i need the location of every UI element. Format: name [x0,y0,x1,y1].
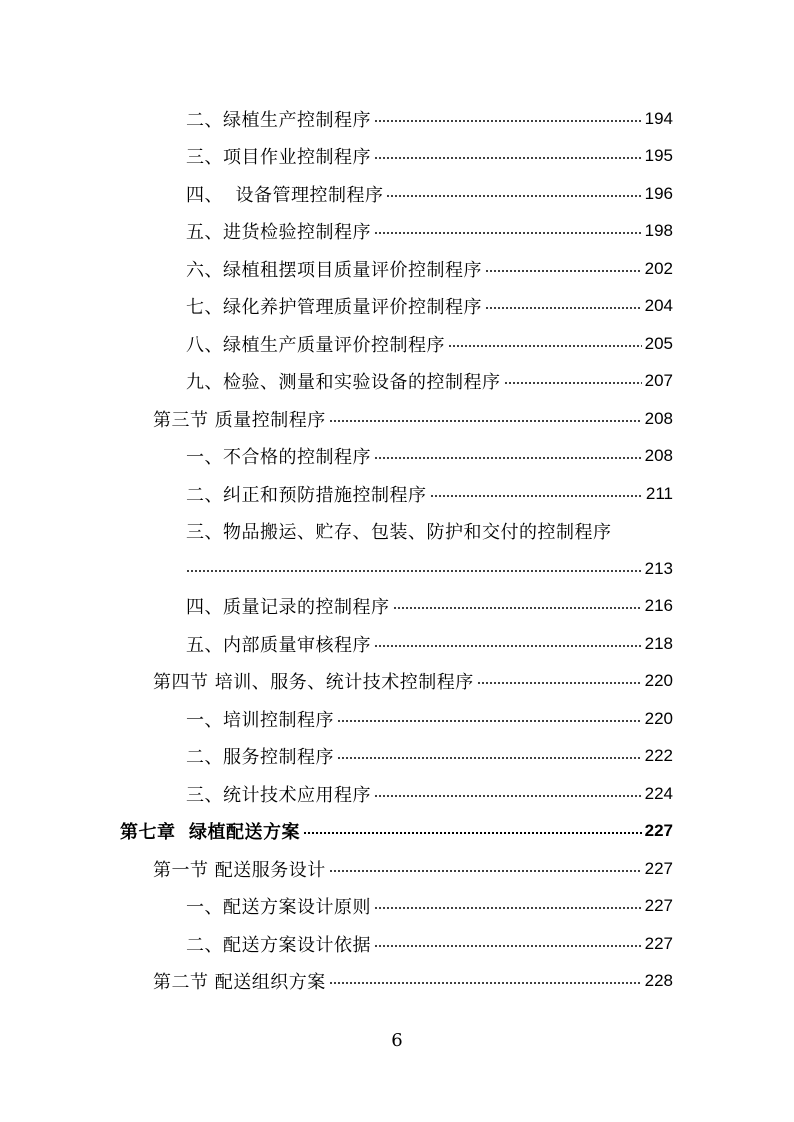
toc-entry[interactable] [0,588,794,626]
toc-entry[interactable] [0,363,794,401]
toc-leader-dots [374,232,642,234]
toc-entry-label: 第二节 配送组织方案 [153,972,326,994]
toc-entry-page: 194 [644,108,673,128]
toc-entry-page: 195 [644,146,673,166]
toc-leader-dots [374,645,642,647]
toc-entry[interactable] [0,250,794,288]
toc-entry-page: 224 [644,783,673,803]
toc-entry-label: 九、检验、测量和实验设备的控制程序 [186,372,501,394]
toc-leader-dots [374,457,642,459]
toc-entry-page: 204 [644,296,673,316]
toc-entry-page: 220 [644,671,673,691]
toc-entry-label: 第三节 质量控制程序 [153,409,326,431]
toc-entry-page: 218 [644,633,673,653]
toc-entry-page: 227 [644,858,673,878]
toc-entry-page: 202 [644,258,673,278]
toc-entry[interactable] [0,700,794,738]
toc-leader-dots [485,270,642,272]
toc-leader-dots [329,420,642,422]
toc-chapter-entry[interactable] [0,813,794,851]
toc-entry[interactable] [0,775,794,813]
toc-entry-page: 208 [644,446,673,466]
toc-entry[interactable] [0,288,794,326]
toc-entry-label: 二、纠正和预防措施控制程序 [186,484,427,506]
toc-entry-page: 198 [644,221,673,241]
toc-entry-label: 一、培训控制程序 [186,709,334,731]
toc-entry-label: 六、绿植租摆项目质量评价控制程序 [186,259,482,281]
toc-entry[interactable] [0,888,794,926]
toc-entry[interactable] [0,175,794,213]
toc-entry-page: 207 [644,371,673,391]
toc-entry-wrapped[interactable] [0,513,794,551]
toc-entry-continuation[interactable] [0,550,794,588]
toc-entry-label: 第一节 配送服务设计 [153,859,326,881]
toc-section-entry[interactable] [0,400,794,438]
toc-entry[interactable] [0,475,794,513]
toc-leader-dots [374,120,642,122]
toc-entry-page: 228 [644,971,673,991]
toc-entry-page: 208 [644,408,673,428]
toc-leader-dots [186,570,642,572]
toc-entry-label: 四、质量记录的控制程序 [186,597,390,619]
toc-leader-dots [386,195,641,197]
toc-leader-dots [374,157,642,159]
toc-leader-dots [337,757,642,759]
toc-entry-page: 196 [644,183,673,203]
toc-entry-page: 222 [644,746,673,766]
table-of-contents [0,100,794,1000]
toc-entry-page: 220 [644,708,673,728]
toc-leader-dots [485,307,642,309]
toc-entry[interactable] [0,325,794,363]
toc-entry-label: 第四节 培训、服务、统计技术控制程序 [153,672,474,694]
toc-section-entry[interactable] [0,963,794,1001]
toc-entry-label: 七、绿化养护管理质量评价控制程序 [186,297,482,319]
toc-entry-page: 213 [644,558,673,578]
toc-leader-dots [393,607,642,609]
toc-entry-label: 八、绿植生产质量评价控制程序 [186,334,445,356]
toc-entry-page: 227 [644,933,673,953]
toc-entry[interactable] [0,138,794,176]
toc-entry-label: 三、统计技术应用程序 [186,784,371,806]
toc-leader-dots [477,682,642,684]
toc-entry-label: 五、进货检验控制程序 [186,222,371,244]
toc-entry-label: 一、不合格的控制程序 [186,447,371,469]
toc-entry-page: 211 [645,483,673,503]
toc-entry-page: 227 [644,896,673,916]
toc-entry-label: 第七章 绿植配送方案 [120,822,301,844]
toc-entry[interactable] [0,213,794,251]
toc-section-entry[interactable] [0,850,794,888]
toc-entry-label: 二、绿植生产控制程序 [186,109,371,131]
toc-entry-label: 三、物品搬运、贮存、包装、防护和交付的控制程序 [186,522,612,544]
toc-entry-page: 205 [644,333,673,353]
toc-leader-dots [374,907,642,909]
toc-leader-dots [504,382,642,384]
toc-leader-dots [329,982,642,984]
toc-leader-dots [337,720,642,722]
toc-entry[interactable] [0,100,794,138]
toc-leader-dots [374,945,642,947]
toc-entry-page: 227 [644,821,673,841]
toc-entry-label: 三、项目作业控制程序 [186,147,371,169]
toc-entry-page: 216 [644,596,673,616]
toc-entry-label: 二、服务控制程序 [186,747,334,769]
toc-section-entry[interactable] [0,663,794,701]
toc-entry-label: 四、 设备管理控制程序 [186,184,384,206]
toc-leader-dots [303,832,642,834]
toc-entry[interactable] [0,925,794,963]
toc-leader-dots [374,795,642,797]
toc-leader-dots [430,495,643,497]
toc-entry-label: 五、内部质量审核程序 [186,634,371,656]
toc-entry-label: 一、配送方案设计原则 [186,897,371,919]
toc-entry[interactable] [0,438,794,476]
toc-entry[interactable] [0,738,794,776]
toc-leader-dots [329,870,642,872]
toc-leader-dots [448,345,642,347]
page-number: 6 [391,1030,403,1051]
toc-entry[interactable] [0,625,794,663]
toc-entry-label: 二、配送方案设计依据 [186,934,371,956]
